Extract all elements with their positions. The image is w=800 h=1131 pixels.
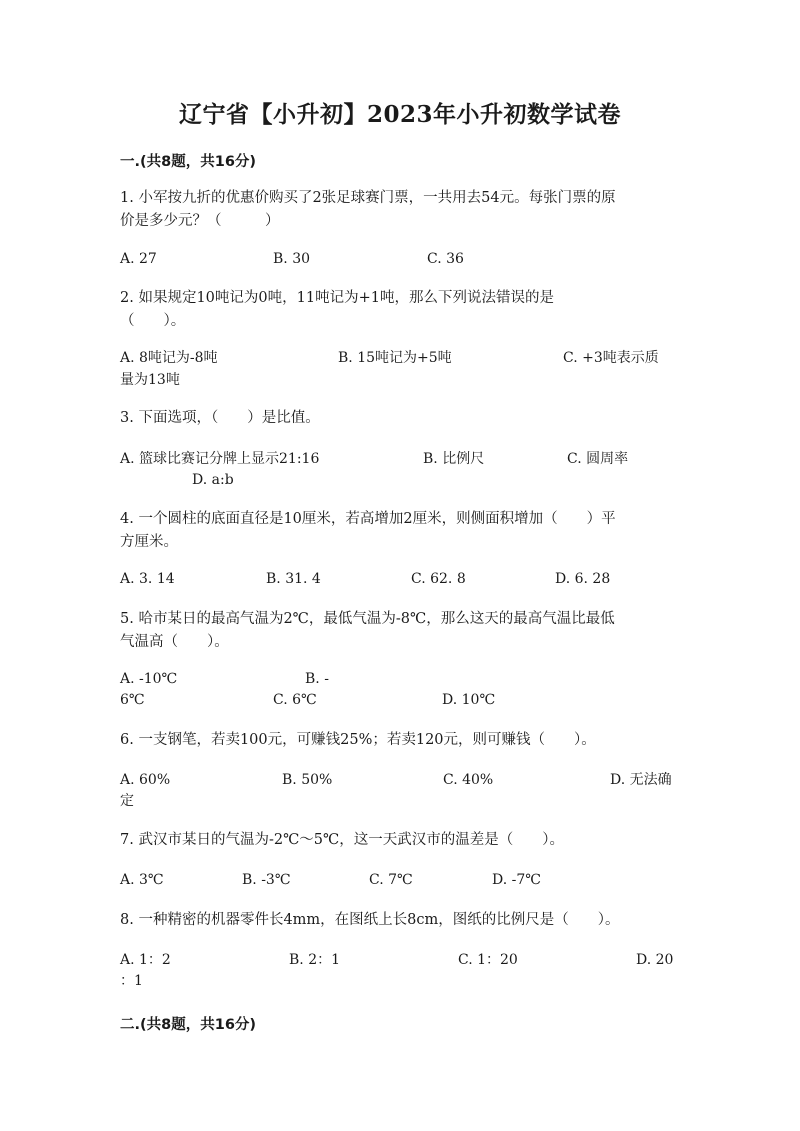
question-text-line: 7. 武汉市某日的气温为-2℃～5℃，这一天武汉市的温差是（ ）。 [120,832,564,848]
option-c-continued: 量为13吨 [120,372,180,388]
option-c: C. 40% [443,772,494,788]
option-a: A. 3℃ [120,872,164,888]
question-text-line: 8. 一种精密的机器零件长4mm，在图纸上长8cm，图纸的比例尺是（ ）。 [120,912,620,928]
option-b-continued: 6℃ [120,692,145,708]
option-d: D. 6. 28 [555,571,611,587]
option-a: A. 60% [120,772,171,788]
option-a: A. 8吨记为-8吨 [120,350,218,366]
option-c: C. +3吨表示质 [563,350,659,366]
option-d: D. 无法确 [610,772,672,788]
question-7 [120,829,685,852]
option-b: B. 50% [282,772,333,788]
question-text-line: 6. 一支钢笔，若卖100元，可赚钱25%；若卖120元，则可赚钱（ ）。 [120,732,596,748]
question-text-line: 5. 哈市某日的最高气温为2℃，最低气温为-8℃，那么这天的最高气温比最低 [120,611,615,627]
option-a: A. 篮球比赛记分牌上显示21:16 [120,451,320,467]
section-header-2: 二.(共8题，共16分) [120,1017,257,1033]
option-b: B. - [305,671,329,687]
option-c: C. 圆周率 [567,451,629,467]
option-a: A. 27 [120,251,157,267]
option-b: B. -3℃ [242,872,291,888]
page-title: 辽宁省【小升初】2023年小升初数学试卷 [178,101,621,128]
option-d-continued: ：1 [120,973,143,989]
question-text-line: 1. 小军按九折的优惠价购买了2张足球赛门票，一共用去54元。每张门票的原 [120,190,616,206]
question-text-line: （ ）。 [120,313,186,329]
question-text-line: 方厘米。 [120,534,178,550]
option-b: B. 比例尺 [423,451,485,467]
question-text-line: 4. 一个圆柱的底面直径是10厘米，若高增加2厘米，则侧面积增加（ ）平 [120,511,616,527]
option-b: B. 2：1 [289,952,341,968]
option-d: D. 10℃ [442,692,496,708]
option-c: C. 7℃ [369,872,413,888]
question-3 [120,407,685,430]
option-b: B. 30 [273,251,311,267]
option-d: D. a:b [192,472,234,488]
option-c: C. 6℃ [273,692,317,708]
question-5 [120,608,685,654]
option-a: A. 3. 14 [120,571,175,587]
section-header-1: 一.(共8题，共16分) [120,154,257,170]
question-text-line: 2. 如果规定10吨记为0吨，11吨记为+1吨，那么下列说法错误的是 [120,290,554,306]
option-a: A. -10℃ [120,671,178,687]
question-6 [120,729,685,752]
option-b: B. 15吨记为+5吨 [338,350,452,366]
option-d: D. 20 [636,952,674,968]
option-c: C. 62. 8 [411,571,466,587]
option-d-continued: 定 [120,793,134,809]
option-a: A. 1：2 [120,952,171,968]
question-4 [120,508,685,554]
question-text-line: 3. 下面选项，（ ）是比值。 [120,410,320,426]
option-c: C. 36 [427,251,464,267]
question-text-line: 气温高（ ）。 [120,634,229,650]
question-1 [120,187,685,233]
question-text-line: 价是多少元？（ ） [120,213,280,229]
question-8 [120,909,685,932]
option-b: B. 31. 4 [266,571,321,587]
option-c: C. 1：20 [458,952,518,968]
question-2 [120,287,685,333]
option-d: D. -7℃ [492,872,541,888]
